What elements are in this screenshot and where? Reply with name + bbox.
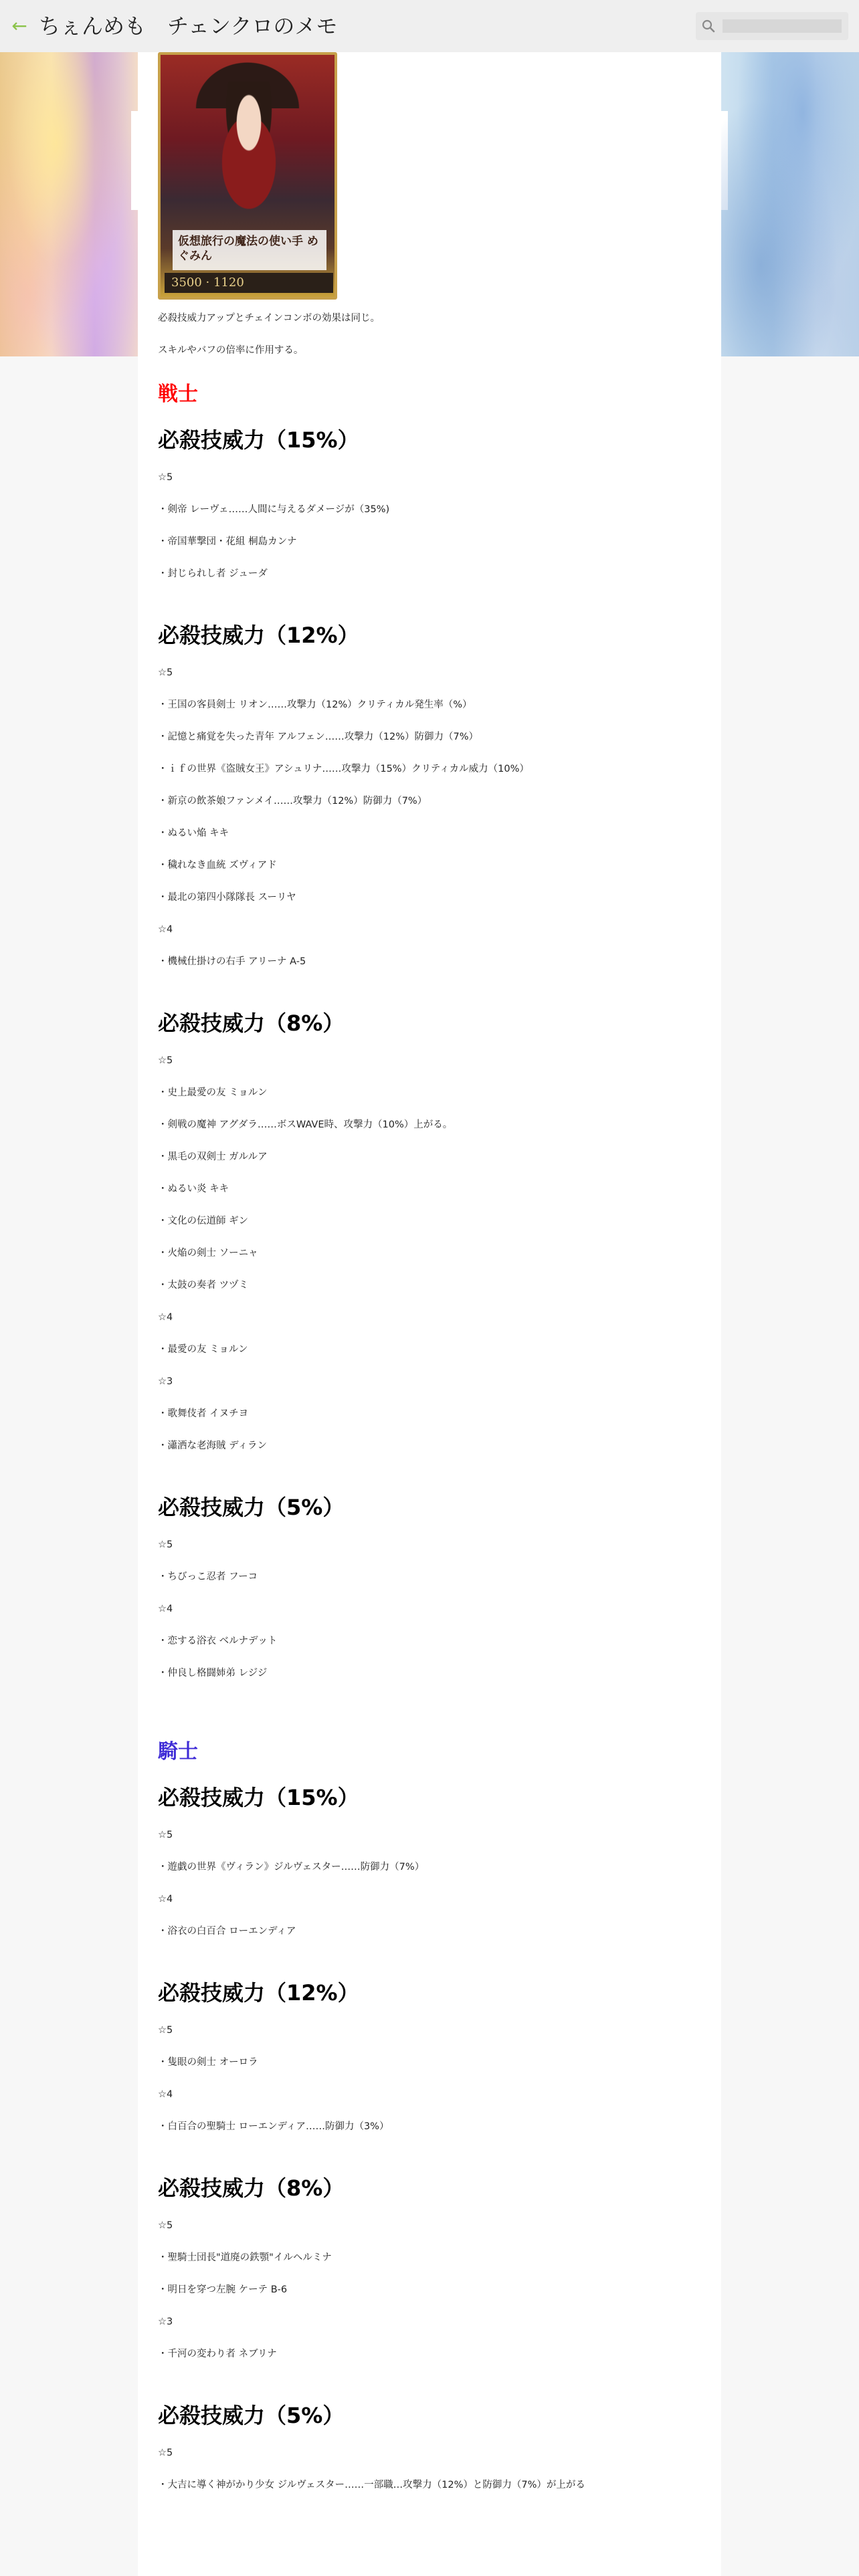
unit-list-item: ・大吉に導く神がかり少女 ジルヴェスター……一部職…攻撃力（12%）と防御力（7%）が上がる (158, 2480, 585, 2490)
search-icon[interactable] (701, 19, 716, 33)
post-content (138, 52, 721, 2576)
unit-list-item: ・新京の飲茶娘ファンメイ……攻撃力（12%）防御力（7%） (158, 796, 427, 807)
unit-list-item: ・白百合の聖騎士 ローエンディア……防御力（3%） (158, 2121, 389, 2132)
rarity-label: ☆5 (158, 2220, 173, 2231)
unit-list-item: ・穢れなき血統 ズヴィアド (158, 860, 277, 871)
category-heading: 騎士 (158, 1740, 198, 1763)
unit-list-item: ・聖騎士団長"道廃の鉄顎"イルヘルミナ (158, 2252, 332, 2263)
rarity-label: ☆5 (158, 2025, 173, 2036)
tier-heading: 必殺技威力（5%） (158, 2403, 345, 2428)
unit-list-item: ・帝国華撃団・花組 桐島カンナ (158, 536, 297, 547)
post-body (158, 312, 706, 2510)
tier-heading: 必殺技威力（8%） (158, 2175, 345, 2201)
intro-text: 必殺技威力アップとチェインコンボの効果は同じ。 (158, 313, 381, 324)
unit-list-item: ・恋する浴衣 ベルナデット (158, 1636, 278, 1646)
unit-list-item: ・最愛の友 ミョルン (158, 1344, 248, 1355)
rarity-label: ☆5 (158, 667, 173, 678)
unit-list-item: ・王国の客員剣士 リオン……攻撃力（12%）クリティカル発生率（%） (158, 700, 472, 710)
unit-list-item: ・最北の第四小隊隊長 スーリヤ (158, 892, 296, 903)
tier-heading: 必殺技威力（8%） (158, 1010, 345, 1036)
unit-list-item: ・史上最愛の友 ミョルン (158, 1087, 268, 1098)
unit-list-item: ・黒毛の双剣士 ガルルア (158, 1152, 268, 1162)
intro-text: スキルやバフの倍率に作用する。 (158, 345, 304, 356)
unit-list-item: ・ちびっこ忍者 フーコ (158, 1572, 258, 1582)
unit-list-item: ・千河の変わり者 ネブリナ (158, 2349, 277, 2359)
unit-list-item: ・隻眼の剣士 オーロラ (158, 2057, 258, 2068)
tier-heading: 必殺技威力（15%） (158, 1785, 359, 1810)
character-figure (202, 82, 296, 229)
unit-list-item: ・浴衣の白百合 ローエンディア (158, 1926, 296, 1937)
unit-list-item: ・明日を穿つ左腕 ケーテ B-6 (158, 2284, 288, 2295)
unit-list-item: ・機械仕掛けの右手 アリーナ A-5 (158, 956, 306, 967)
unit-list-item: ・記憶と痛覚を失った青年 アルフェン……攻撃力（12%）防御力（7%） (158, 732, 479, 742)
unit-list-item: ・封じられし者 ジューダ (158, 568, 268, 579)
search-box[interactable] (696, 12, 848, 40)
unit-list-item: ・剣帝 レーヴェ……人間に与えるダメージが（35%) (158, 504, 390, 515)
back-arrow-icon[interactable]: ← (11, 15, 27, 37)
unit-list-item: ・太鼓の奏者 ツヅミ (158, 1280, 249, 1291)
character-card-image[interactable] (158, 52, 337, 300)
blog-title[interactable]: ちぇんめも チェンクロのメモ (39, 13, 338, 39)
rarity-label: ☆5 (158, 472, 173, 483)
rarity-label: ☆5 (158, 1055, 173, 1066)
tier-heading: 必殺技威力（12%） (158, 623, 359, 648)
rarity-label: ☆5 (158, 1830, 173, 1840)
unit-list-item: ・ぬるい焔 キキ (158, 828, 229, 839)
rarity-label: ☆4 (158, 1604, 173, 1614)
tier-heading: 必殺技威力（5%） (158, 1495, 345, 1520)
rarity-label: ☆5 (158, 2448, 173, 2458)
unit-list-item: ・瀟洒な老海賊 ディラン (158, 1440, 267, 1451)
unit-list-item: ・火焔の剣士 ソーニャ (158, 1248, 258, 1259)
unit-list-item: ・歌舞伎者 イヌチヨ (158, 1408, 249, 1419)
rarity-label: ☆4 (158, 2089, 173, 2100)
category-heading: 戦士 (158, 383, 198, 406)
card-stats: 3500 · 1120 (165, 273, 333, 293)
unit-list-item: ・ｉｆの世界《盗賊女王》アシュリナ……攻撃力（15%）クリティカル威力（10%） (158, 764, 529, 774)
unit-list-item: ・遊戯の世界《ヴィラン》ジルヴェスター……防御力（7%） (158, 1862, 425, 1872)
rarity-label: ☆4 (158, 1312, 173, 1323)
rarity-label: ☆4 (158, 924, 173, 935)
rarity-label: ☆3 (158, 2317, 173, 2327)
search-input[interactable] (723, 19, 842, 33)
rarity-label: ☆5 (158, 1539, 173, 1550)
rarity-label: ☆3 (158, 1376, 173, 1387)
unit-list-item: ・仲良し格闘姉弟 レジジ (158, 1668, 268, 1679)
unit-list-item: ・剣戦の魔神 アグダラ……ボスWAVE時、攻撃力（10%）上がる。 (158, 1119, 453, 1130)
tier-heading: 必殺技威力（15%） (158, 427, 359, 453)
app-header (0, 0, 859, 52)
unit-list-item: ・文化の伝道師 ギン (158, 1216, 248, 1226)
tier-heading: 必殺技威力（12%） (158, 1980, 359, 2006)
card-caption: 仮想旅行の魔法の使い手 めぐみん (173, 230, 326, 270)
unit-list-item: ・ぬるい炎 キキ (158, 1184, 229, 1194)
rarity-label: ☆4 (158, 1894, 173, 1905)
